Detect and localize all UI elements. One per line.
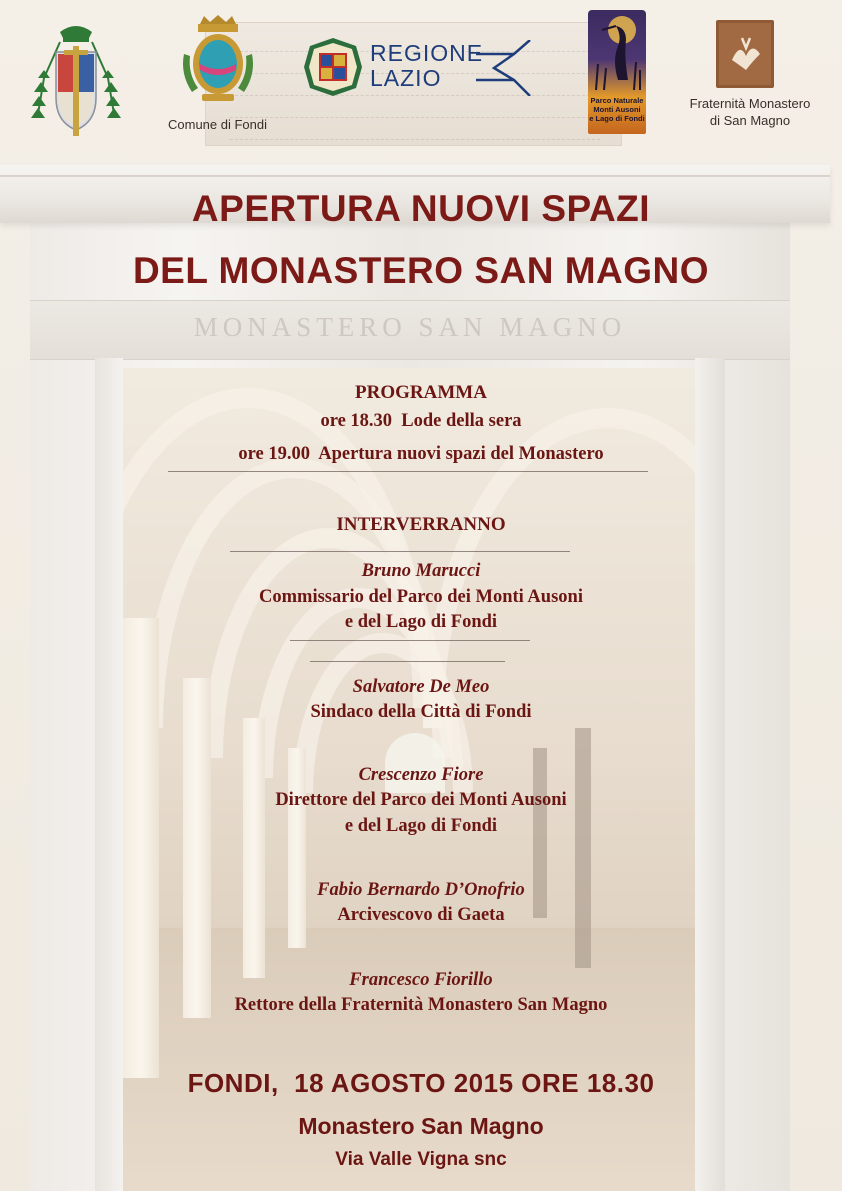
speaker-role: Sindaco della Città di Fondi (310, 702, 532, 722)
regione-lazio-wordmark (370, 41, 483, 91)
speaker-role: Direttore del Parco dei Monti Ausoni (275, 790, 567, 810)
parco-line-2: Monti Ausoni (593, 105, 641, 114)
speaker-name: Bruno Marucci (361, 561, 481, 581)
programma-item-2-text: Apertura nuovi spazi del Monastero (318, 444, 604, 464)
programma-item-2-time: ore 19.00 (238, 444, 310, 464)
programma-item-1-time: ore 18.30 (320, 411, 393, 431)
divider-rule (230, 551, 570, 552)
programma-item-1-text: Lode della sera (401, 411, 522, 431)
event-date-line: FONDI, 18 AGOSTO 2015 ORE 18.30 (187, 1068, 655, 1098)
regione-lazio-emblem-icon (302, 36, 364, 98)
speaker-name: Fabio Bernardo D’Onofrio (317, 880, 525, 900)
parco-naturale-logo (588, 10, 646, 134)
title-line-2: DEL MONASTERO SAN MAGNO (132, 250, 710, 291)
fraternita-monastero-icon (716, 20, 774, 88)
regione-lazio-chevron-icon (474, 40, 534, 96)
heron-icon (588, 10, 646, 90)
divider-rule (168, 471, 648, 472)
title-line-1: APERTURA NUOVI SPAZI (191, 188, 651, 229)
arcidiocesi-coat-of-arms-icon (30, 18, 122, 143)
parco-line-1: Parco Naturale (590, 96, 644, 105)
speaker-name: Salvatore De Meo (352, 677, 490, 697)
lintel-inscription: MONASTERO SAN MAGNO (193, 312, 627, 342)
event-address: Via Valle Vigna snc (335, 1149, 507, 1170)
lazio-text: LAZIO (370, 65, 442, 91)
regione-text: REGIONE (370, 40, 484, 66)
fraternita-caption-line-2: di San Magno (709, 113, 791, 128)
interverranno-heading: INTERVERRANNO (336, 514, 506, 535)
divider-rule (310, 661, 505, 662)
programma-item-1 (0, 411, 842, 432)
speaker-role: Commissario del Parco dei Monti Ausoni (259, 587, 583, 607)
programma-heading: PROGRAMMA (355, 382, 487, 403)
comune-di-fondi-crest-icon (178, 14, 258, 110)
speaker-role: Rettore della Fraternità Monastero San Magno (234, 995, 608, 1015)
parco-line-3: e Lago di Fondi (589, 114, 645, 123)
speaker-name: Francesco Fiorillo (349, 970, 493, 990)
speaker-role: e del Lago di Fondi (344, 612, 498, 632)
divider-rule (290, 640, 530, 641)
fraternita-caption-line-1: Fraternità Monastero (689, 96, 811, 111)
comune-di-fondi-caption: Comune di Fondi (168, 117, 267, 132)
programma-item-2 (0, 444, 842, 465)
speaker-role: Arcivescovo di Gaeta (337, 905, 505, 925)
event-venue: Monastero San Magno (298, 1113, 544, 1139)
speaker-name: Crescenzo Fiore (358, 765, 484, 785)
speaker-role: e del Lago di Fondi (344, 816, 498, 836)
fraternita-caption (685, 95, 815, 129)
